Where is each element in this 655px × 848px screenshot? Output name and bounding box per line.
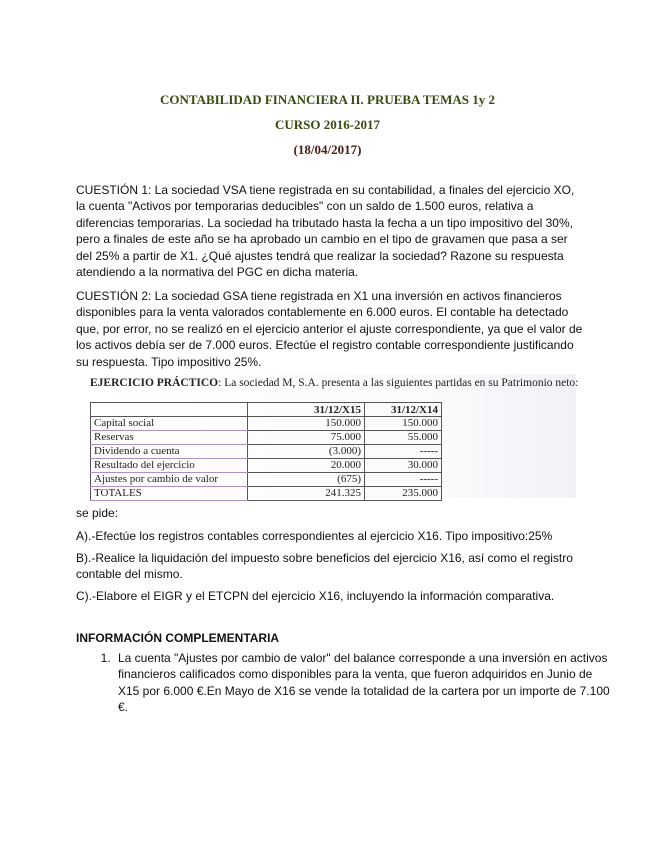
task-b: B).-Realice la liquidación del impuesto sobre beneficios del ejercicio X16, así como el registro contable del mismo. xyxy=(76,551,573,582)
table-row xyxy=(91,487,442,501)
cell: 150.000 xyxy=(248,417,365,431)
row-label: Resultado del ejercicio xyxy=(91,459,248,473)
exercise-scan xyxy=(86,374,579,499)
table-row xyxy=(91,445,442,459)
column-header: 31/12/X15 xyxy=(248,403,365,417)
list-item: 1. La cuenta "Ajustes por cambio de valor" del balance corresponde a una inversión en activos financieros calificados como disponibles para la venta, que fueron adquiridos en Junio de X15 por 6.000 €.En Mayo de X16 se vende la totalidad de la cartera por un importe de 7.100 €. xyxy=(114,650,614,716)
exercise-label: EJERCICIO PRÁCTICO xyxy=(90,377,219,389)
info-list xyxy=(76,650,614,716)
cell: 30.000 xyxy=(365,459,442,473)
table-header xyxy=(91,403,442,417)
cell: 241.325 xyxy=(248,487,365,501)
cell: ----- xyxy=(365,445,442,459)
row-label: TOTALES xyxy=(91,487,248,501)
course: CURSO 2016-2017 xyxy=(274,117,381,132)
cell: (3.000) xyxy=(248,445,365,459)
cell: 20.000 xyxy=(248,459,365,473)
document-title: CONTABILIDAD FINANCIERA II. PRUEBA TEMAS 1y 2 xyxy=(159,92,496,107)
info-heading: INFORMACIÓN COMPLEMENTARIA xyxy=(76,631,280,645)
task-c: C).-Elabore el EIGR y el ETCPN del ejercicio X16, incluyendo la información comparativa. xyxy=(76,589,555,603)
column-header: 31/12/X14 xyxy=(365,403,442,417)
table-row xyxy=(91,459,442,473)
row-label: Dividendo a cuenta xyxy=(91,445,248,459)
row-label: Ajustes por cambio de valor xyxy=(91,473,248,487)
task-a: A).-Efectúe los registros contables correspondientes al ejercicio X16. Tipo impositivo:25% xyxy=(76,529,553,543)
exercise-intro: : La sociedad M, S.A. presenta a las siguientes partidas en su Patrimonio neto: xyxy=(218,377,579,389)
table-row xyxy=(91,417,442,431)
question-2: CUESTIÓN 2: La sociedad GSA tiene registrada en X1 una inversión en activos financieros disponibles para la venta valorados contablemente en 6.000 euros. El contable ha detectado que, por error, no se realizó en el ejercicio anterior el ajuste correspondiente, ya que el valor de los activos debía ser de 7.000 euros. Efectúe el registro contable correspondiente justificando su respuesta. Tipo impositivo 25%. xyxy=(76,289,583,369)
cell: 75.000 xyxy=(248,431,365,445)
exam-date: (18/04/2017) xyxy=(293,142,362,157)
column-header xyxy=(91,403,248,417)
row-label: Capital social xyxy=(91,417,248,431)
table-row xyxy=(91,431,442,445)
question-1: CUESTIÓN 1: La sociedad VSA tiene registrada en su contabilidad, a finales del ejercicio XO, la cuenta "Activos por temporarias deducibles" con un saldo de 1.500 euros, relativa a diferencias temporarias. La sociedad ha tributado hasta la fecha a un tipo impositivo del 30%, pero a finales de este año se ha aprobado un cambio en el tipo de gravamen que pasa a ser del 25% a partir de X1. ¿Qué ajustes tendrá que realizar la sociedad? Razone su respuesta atendiendo a la normativa del PGC en dicha materia. xyxy=(76,183,575,280)
row-label: Reservas xyxy=(91,431,248,445)
table-row xyxy=(91,473,442,487)
cell: (675) xyxy=(248,473,365,487)
cell: 150.000 xyxy=(365,417,442,431)
cell: ----- xyxy=(365,473,442,487)
exercise-heading xyxy=(90,377,578,389)
cell: 235.000 xyxy=(365,487,442,501)
equity-table xyxy=(90,402,442,501)
se-pide: se pide: xyxy=(76,506,119,520)
cell: 55.000 xyxy=(365,431,442,445)
